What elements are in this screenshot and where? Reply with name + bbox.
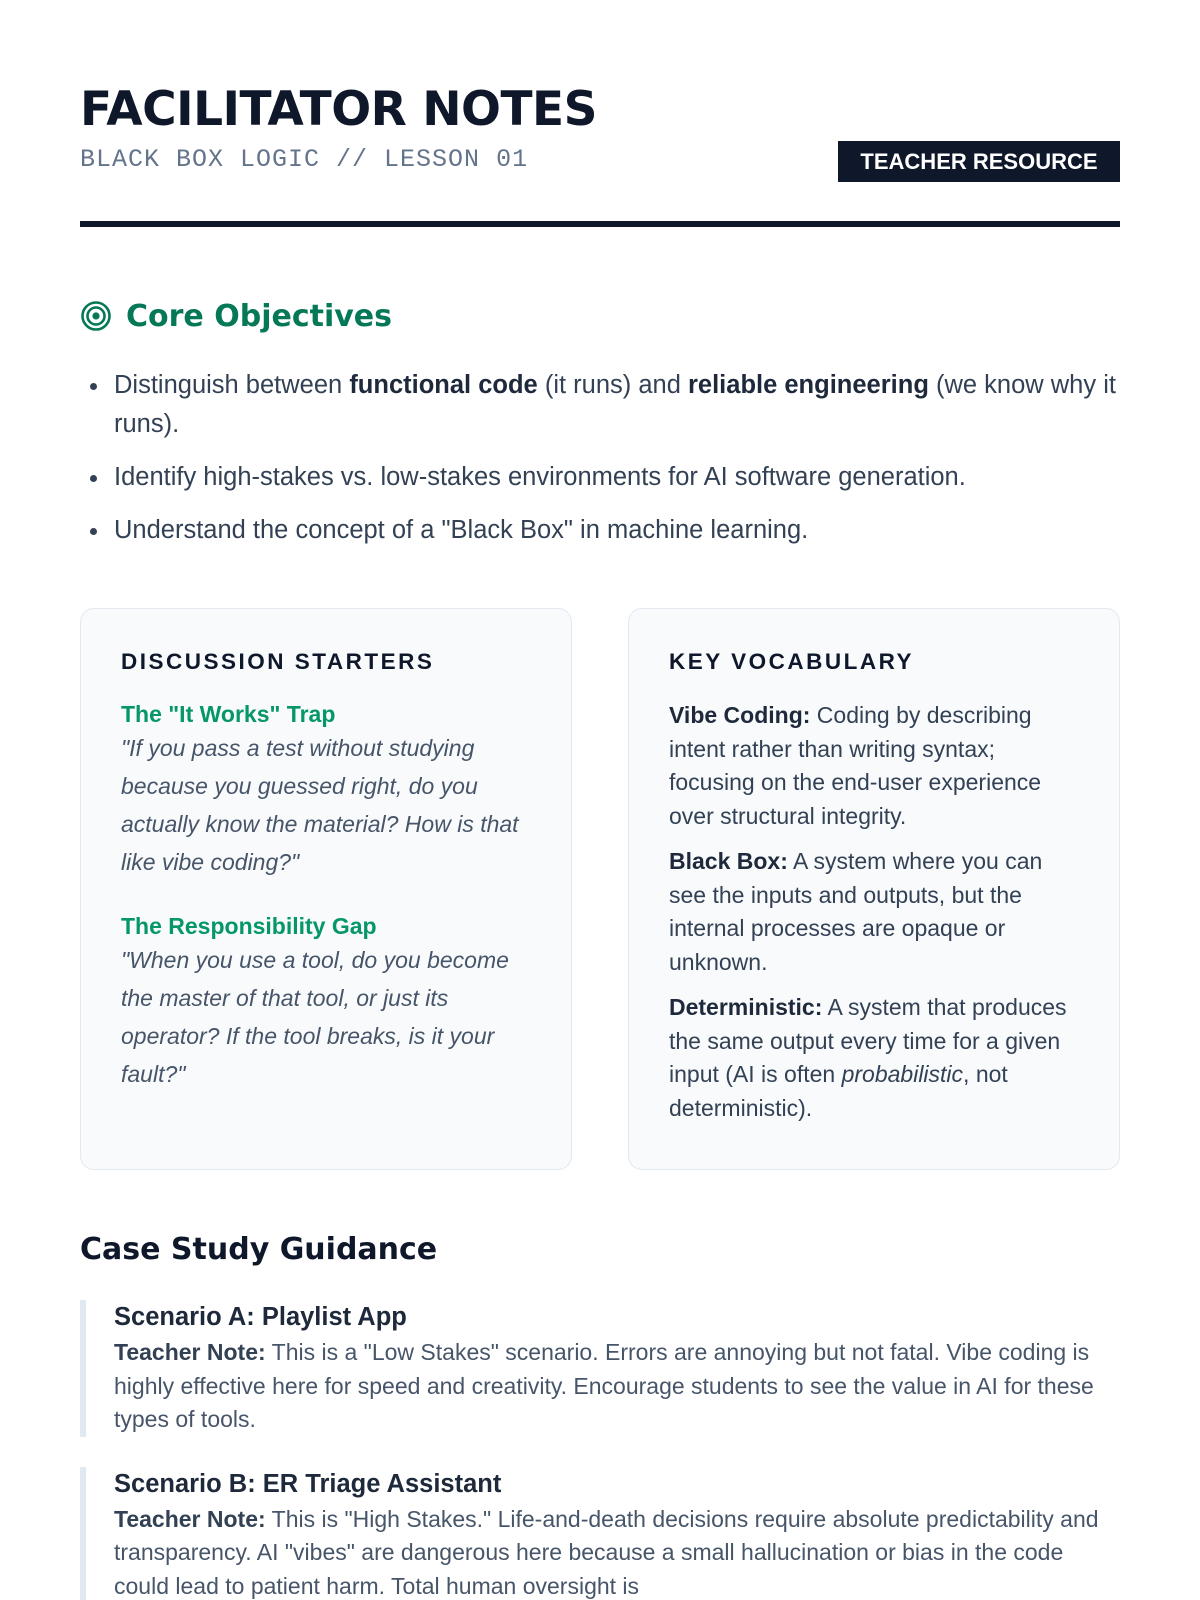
lesson-subtitle: BLACK BOX LOGIC // LESSON 01 [80, 145, 529, 174]
target-icon [80, 300, 112, 332]
discussion-heading: The Responsibility Gap [121, 913, 377, 939]
discussion-title: DISCUSSION STARTERS [121, 649, 435, 674]
vocab-term: Black Box: [669, 848, 788, 874]
vocab-entry [669, 699, 1079, 833]
vocab-definition: Coding by describing intent rather than writing syntax; focusing on the end-user experience over structural integrity. [669, 702, 1042, 829]
teacher-note-text: This is "High Stakes." Life-and-death decisions require absolute predictability and transparency. AI "vibes" are dangerous here because a small hallucination or bias in the code could lead to patient harm. Total human oversight is [114, 1505, 1099, 1599]
discussion-item [121, 911, 531, 1093]
case-study-title: Case Study Guidance [80, 1232, 438, 1267]
core-objectives-section [80, 296, 1120, 564]
discussion-quote: "When you use a tool, do you become the master of that tool, or just its operator? If the tool breaks, is it your fault?" [121, 947, 509, 1087]
scenario-title: Scenario A: Playlist App [114, 1303, 407, 1331]
key-vocabulary-card [628, 608, 1120, 1170]
case-study-section [80, 1230, 1120, 1600]
scenario-card [80, 1467, 1120, 1600]
scenario-note [114, 1503, 1120, 1600]
header-divider [80, 221, 1120, 227]
page-title: FACILITATOR NOTES [80, 82, 598, 137]
vocab-emphasis: probabilistic [841, 1061, 964, 1087]
vocab-definition: A system that produces the same output every time for a given input (AI is often [669, 994, 1067, 1087]
vocabulary-title: KEY VOCABULARY [669, 649, 915, 674]
vocab-term: Vibe Coding: [669, 702, 811, 728]
vocab-term: Deterministic: [669, 994, 823, 1020]
scenario-note [114, 1336, 1120, 1437]
discussion-item [121, 699, 531, 881]
objective-item: Identify high-stakes vs. low-stakes environments for AI software generation. [80, 458, 1120, 497]
scenario-title: Scenario B: ER Triage Assistant [114, 1469, 502, 1498]
discussion-heading: The "It Works" Trap [121, 701, 336, 727]
objectives-title: Core Objectives [126, 298, 392, 334]
objective-item: Distinguish between functional code (it runs) and reliable engineering (we know why it runs). [80, 366, 1120, 444]
discussion-starters-card [80, 608, 572, 1170]
teacher-resource-badge: TEACHER RESOURCE [838, 141, 1120, 182]
teacher-note-text: This is a "Low Stakes" scenario. Errors are annoying but not fatal. Vibe coding is highly effective here for speed and creativity. Encourage students to see the value in AI for these types of tools. [114, 1339, 1094, 1432]
vocab-entry [669, 845, 1079, 979]
discussion-quote: "If you pass a test without studying because you guessed right, do you actually know the material? How is that like vibe coding?" [121, 735, 519, 875]
teacher-note-label: Teacher Note: [114, 1339, 266, 1365]
objective-item: Understand the concept of a "Black Box" in machine learning. [80, 511, 1120, 550]
teacher-note-label: Teacher Note: [114, 1505, 266, 1532]
vocab-definition-tail: , not deterministic). [669, 1061, 1008, 1121]
vocab-definition: A system where you can see the inputs and outputs, but the internal processes are opaque or unknown. [669, 848, 1043, 975]
objectives-list [80, 366, 1120, 550]
scenario-card [80, 1300, 1120, 1437]
document-header [80, 82, 1120, 228]
vocab-entry [669, 991, 1079, 1125]
objectives-heading [80, 296, 1120, 336]
